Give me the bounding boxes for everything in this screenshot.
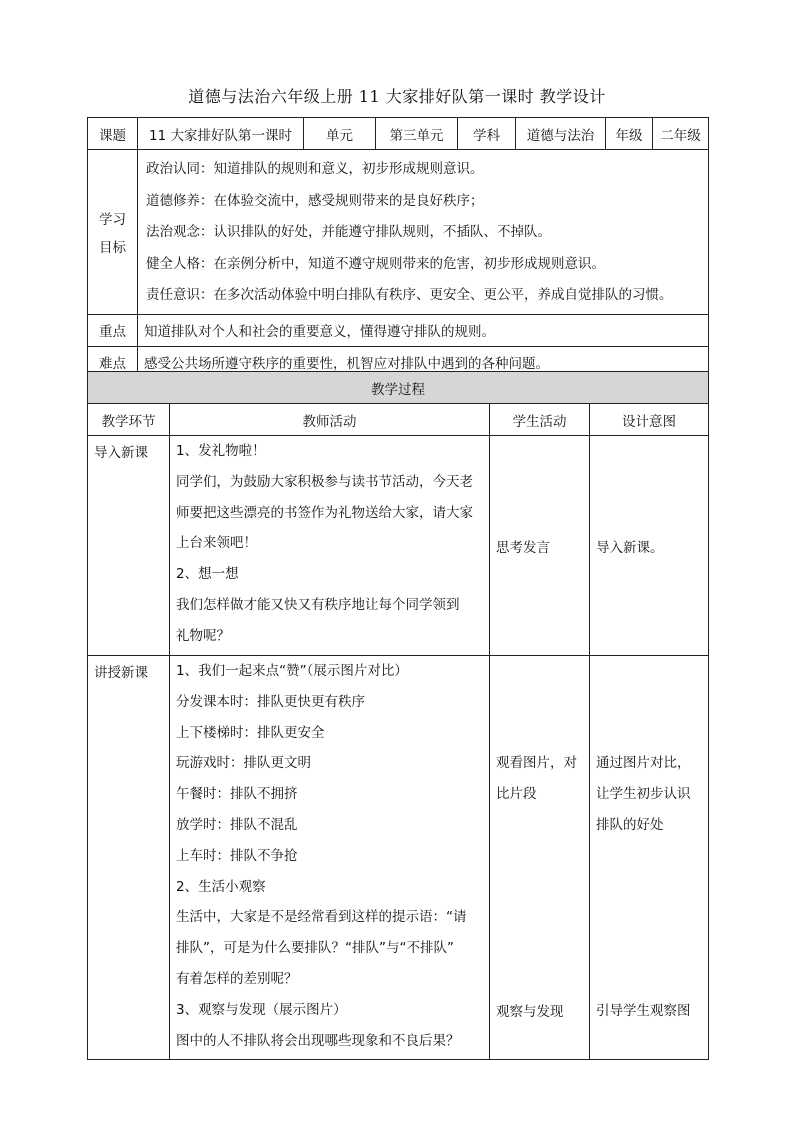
difficulty-text: 感受公共场所遵守秩序的重要性，机智应对排队中遇到的各种问题。 xyxy=(138,346,709,378)
unit-value: 第三单元 xyxy=(376,118,458,150)
process-columns-row xyxy=(88,404,709,436)
column-header-stage: 教学环节 xyxy=(88,404,170,436)
lesson-label: 课题 xyxy=(88,118,138,150)
objective-item: 法治观念：认识排队的好处，并能遵守排队规则，不插队、不掉队。 xyxy=(146,224,551,240)
process-header: 教学过程 xyxy=(88,372,709,404)
process-row-new-lesson xyxy=(88,656,709,1060)
stage-new-lesson: 讲授新课 xyxy=(88,656,170,1060)
objective-item: 责任意识：在多次活动体验中明白排队有秩序、更安全、更公平，养成自觉排队的习惯。 xyxy=(146,287,673,303)
objectives-list xyxy=(138,150,709,315)
objectives-label: 学习 目标 xyxy=(88,150,138,315)
objective-item: 道德修养：在体验交流中，感受规则带来的是良好秩序； xyxy=(146,192,484,209)
column-header-intent: 设计意图 xyxy=(590,404,709,436)
lesson-value: 11 大家排好队第一课时 xyxy=(138,118,304,150)
grade-value: 二年级 xyxy=(653,118,709,150)
design-intent-intro: 导入新课。 xyxy=(590,436,709,656)
column-header-teacher: 教师活动 xyxy=(170,404,490,436)
process-header-row xyxy=(88,372,709,404)
objective-item: 健全人格：在亲例分析中，知道不遵守规则带来的危害，初步形成规则意识。 xyxy=(146,255,605,272)
design-intent-new-lesson: 通过图片对比， 让学生初步认识 排队的好处 引导学生观察图 xyxy=(590,656,709,1060)
objectives-row xyxy=(88,150,709,315)
key-point-text: 知道排队对个人和社会的重要意义，懂得遵守排队的规则。 xyxy=(138,314,709,346)
column-header-student: 学生活动 xyxy=(490,404,590,436)
student-activity-new-lesson: 观看图片，对 比片段 观察与发现 xyxy=(490,656,590,1060)
key-point-row xyxy=(88,314,709,346)
stage-intro: 导入新课 xyxy=(88,436,170,656)
unit-label: 单元 xyxy=(304,118,376,150)
teaching-process-table xyxy=(87,371,709,1060)
grade-label: 年级 xyxy=(606,118,653,150)
objective-item: 政治认同：知道排队的规则和意义，初步形成规则意识。 xyxy=(146,161,484,177)
lesson-info-table xyxy=(87,117,709,379)
subject-value: 道德与法治 xyxy=(516,118,606,150)
lesson-info-row xyxy=(88,118,709,150)
teacher-activity-intro: 1、发礼物啦！ 同学们，为鼓励大家积极参与读书节活动，今天老 师要把这些漂亮的书签作为礼物送给大家，请大家 上台来领吧！ 2、想一想 我们怎样做才能又快又有秩序地让每个同学领到 礼物呢？ xyxy=(170,436,490,656)
difficulty-label: 难点 xyxy=(88,346,138,378)
teacher-activity-new-lesson: 1、我们一起来点“赞”（展示图片对比） 分发课本时：排队更快更有秩序 上下楼梯时：排队更安全 玩游戏时：排队更文明 午餐时：排队不拥挤 放学时：排队不混乱 上车时：排队不争抢 2、生活小观察 生活中，大家是不是经常看到这样的提示语：“请 排队”，可是为什么要排队？“排队”与“不排队” 有着怎样的差别呢？ 3、观察与发现（展示图片） 图中的人不排队将会出现哪些现象和不良后果？ xyxy=(170,656,490,1060)
document-title: 道德与法治六年级上册 11 大家排好队第一课时 教学设计 xyxy=(188,87,606,106)
process-row-intro xyxy=(88,436,709,656)
student-activity-intro: 思考发言 xyxy=(490,436,590,656)
key-point-label: 重点 xyxy=(88,314,138,346)
subject-label: 学科 xyxy=(458,118,516,150)
